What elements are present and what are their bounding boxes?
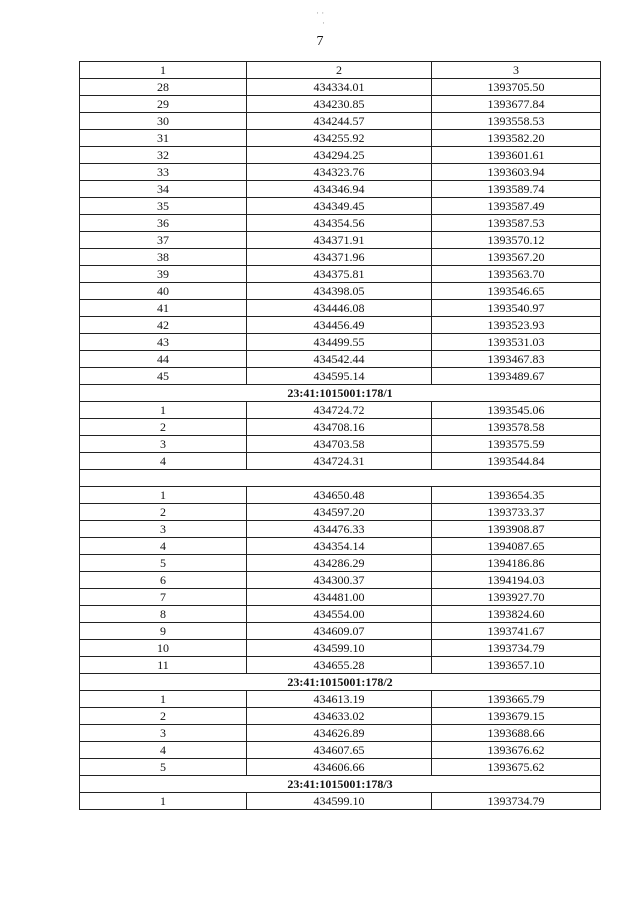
x-coordinate-cell: 434554.00 xyxy=(247,606,432,623)
point-number-cell: 3 xyxy=(80,521,247,538)
x-coordinate-cell: 434708.16 xyxy=(247,419,432,436)
x-coordinate-cell: 434286.29 xyxy=(247,555,432,572)
point-number-cell: 42 xyxy=(80,317,247,334)
table-row xyxy=(80,708,601,725)
point-number-cell: 33 xyxy=(80,164,247,181)
table-row xyxy=(80,759,601,776)
x-coordinate-cell: 434323.76 xyxy=(247,164,432,181)
point-number-cell: 32 xyxy=(80,147,247,164)
x-coordinate-cell: 434597.20 xyxy=(247,504,432,521)
table-row xyxy=(80,232,601,249)
table-row xyxy=(80,368,601,385)
x-coordinate-cell: 434542.44 xyxy=(247,351,432,368)
table-row xyxy=(80,504,601,521)
table-row xyxy=(80,317,601,334)
point-number-cell: 6 xyxy=(80,572,247,589)
table-row xyxy=(80,453,601,470)
x-coordinate-cell: 434499.55 xyxy=(247,334,432,351)
table-row xyxy=(80,572,601,589)
x-coordinate-cell: 434255.92 xyxy=(247,130,432,147)
page-number: 7 xyxy=(316,34,324,49)
point-number-cell: 3 xyxy=(80,436,247,453)
x-coordinate-cell: 434349.45 xyxy=(247,198,432,215)
table-row xyxy=(80,538,601,555)
table-row xyxy=(80,419,601,436)
point-number-cell: 1 xyxy=(80,793,247,810)
y-coordinate-cell: 1393544.84 xyxy=(432,453,601,470)
y-coordinate-cell: 1393523.93 xyxy=(432,317,601,334)
x-coordinate-cell: 434456.49 xyxy=(247,317,432,334)
y-coordinate-cell: 1393540.97 xyxy=(432,300,601,317)
table-row xyxy=(80,79,601,96)
section-label: 23:41:1015001:178/3 xyxy=(80,776,601,793)
x-coordinate-cell: 434354.56 xyxy=(247,215,432,232)
y-coordinate-cell: 1393908.87 xyxy=(432,521,601,538)
x-coordinate-cell: 434481.00 xyxy=(247,589,432,606)
point-number-cell: 41 xyxy=(80,300,247,317)
table-row xyxy=(80,487,601,504)
y-coordinate-cell: 1393705.50 xyxy=(432,79,601,96)
column-header: 3 xyxy=(432,62,601,79)
point-number-cell: 10 xyxy=(80,640,247,657)
section-header-row xyxy=(80,674,601,691)
y-coordinate-cell: 1393531.03 xyxy=(432,334,601,351)
x-coordinate-cell: 434346.94 xyxy=(247,181,432,198)
point-number-cell: 30 xyxy=(80,113,247,130)
y-coordinate-cell: 1393734.79 xyxy=(432,793,601,810)
point-number-cell: 40 xyxy=(80,283,247,300)
table-row xyxy=(80,691,601,708)
y-coordinate-cell: 1393927.70 xyxy=(432,589,601,606)
x-coordinate-cell: 434599.10 xyxy=(247,793,432,810)
y-coordinate-cell: 1394087.65 xyxy=(432,538,601,555)
y-coordinate-cell: 1393734.79 xyxy=(432,640,601,657)
table-row xyxy=(80,793,601,810)
point-number-cell: 36 xyxy=(80,215,247,232)
point-number-cell: 28 xyxy=(80,79,247,96)
point-number-cell: 5 xyxy=(80,555,247,572)
y-coordinate-cell: 1393675.62 xyxy=(432,759,601,776)
table-row xyxy=(80,181,601,198)
x-coordinate-cell: 434334.01 xyxy=(247,79,432,96)
table-row xyxy=(80,198,601,215)
column-header: 1 xyxy=(80,62,247,79)
table-row xyxy=(80,215,601,232)
y-coordinate-cell: 1393563.70 xyxy=(432,266,601,283)
point-number-cell: 11 xyxy=(80,657,247,674)
table-row xyxy=(80,266,601,283)
y-coordinate-cell: 1393558.53 xyxy=(432,113,601,130)
y-coordinate-cell: 1393677.84 xyxy=(432,96,601,113)
y-coordinate-cell: 1393741.67 xyxy=(432,623,601,640)
point-number-cell: 9 xyxy=(80,623,247,640)
table-row xyxy=(80,521,601,538)
x-coordinate-cell: 434599.10 xyxy=(247,640,432,657)
y-coordinate-cell: 1393587.53 xyxy=(432,215,601,232)
section-label: 23:41:1015001:178/1 xyxy=(80,385,601,402)
y-coordinate-cell: 1393570.12 xyxy=(432,232,601,249)
y-coordinate-cell: 1393589.74 xyxy=(432,181,601,198)
scan-speck: · xyxy=(322,18,325,28)
point-number-cell: 31 xyxy=(80,130,247,147)
section-header-row xyxy=(80,385,601,402)
x-coordinate-cell: 434476.33 xyxy=(247,521,432,538)
y-coordinate-cell: 1394194.03 xyxy=(432,572,601,589)
point-number-cell: 2 xyxy=(80,419,247,436)
point-number-cell: 4 xyxy=(80,538,247,555)
table-row xyxy=(80,742,601,759)
section-label: 23:41:1015001:178/2 xyxy=(80,674,601,691)
y-coordinate-cell: 1393824.60 xyxy=(432,606,601,623)
y-coordinate-cell: 1393575.59 xyxy=(432,436,601,453)
table-row xyxy=(80,351,601,368)
table-row xyxy=(80,283,601,300)
table-row xyxy=(80,249,601,266)
point-number-cell: 4 xyxy=(80,453,247,470)
table-row xyxy=(80,300,601,317)
y-coordinate-cell: 1393654.35 xyxy=(432,487,601,504)
y-coordinate-cell: 1393688.66 xyxy=(432,725,601,742)
point-number-cell: 37 xyxy=(80,232,247,249)
scan-speck: · · xyxy=(316,8,325,18)
point-number-cell: 2 xyxy=(80,708,247,725)
table-row xyxy=(80,96,601,113)
table-row xyxy=(80,147,601,164)
y-coordinate-cell: 1393467.83 xyxy=(432,351,601,368)
x-coordinate-cell: 434371.91 xyxy=(247,232,432,249)
point-number-cell: 1 xyxy=(80,691,247,708)
column-header: 2 xyxy=(247,62,432,79)
x-coordinate-cell: 434595.14 xyxy=(247,368,432,385)
x-coordinate-cell: 434607.65 xyxy=(247,742,432,759)
x-coordinate-cell: 434446.08 xyxy=(247,300,432,317)
point-number-cell: 35 xyxy=(80,198,247,215)
table-header-row xyxy=(80,62,601,79)
table-row xyxy=(80,555,601,572)
table-row xyxy=(80,130,601,147)
table-row xyxy=(80,436,601,453)
point-number-cell: 4 xyxy=(80,742,247,759)
table-row xyxy=(80,606,601,623)
point-number-cell: 34 xyxy=(80,181,247,198)
y-coordinate-cell: 1393582.20 xyxy=(432,130,601,147)
x-coordinate-cell: 434606.66 xyxy=(247,759,432,776)
point-number-cell: 43 xyxy=(80,334,247,351)
point-number-cell: 2 xyxy=(80,504,247,521)
table-row xyxy=(80,623,601,640)
x-coordinate-cell: 434375.81 xyxy=(247,266,432,283)
table-row xyxy=(80,334,601,351)
x-coordinate-cell: 434609.07 xyxy=(247,623,432,640)
y-coordinate-cell: 1393603.94 xyxy=(432,164,601,181)
x-coordinate-cell: 434724.72 xyxy=(247,402,432,419)
y-coordinate-cell: 1393657.10 xyxy=(432,657,601,674)
point-number-cell: 8 xyxy=(80,606,247,623)
point-number-cell: 38 xyxy=(80,249,247,266)
point-number-cell: 1 xyxy=(80,487,247,504)
table-row xyxy=(80,113,601,130)
table-row xyxy=(80,640,601,657)
table-row xyxy=(80,402,601,419)
y-coordinate-cell: 1393601.61 xyxy=(432,147,601,164)
y-coordinate-cell: 1393489.67 xyxy=(432,368,601,385)
point-number-cell: 39 xyxy=(80,266,247,283)
section-header-row xyxy=(80,776,601,793)
y-coordinate-cell: 1393733.37 xyxy=(432,504,601,521)
x-coordinate-cell: 434655.28 xyxy=(247,657,432,674)
table-row xyxy=(80,164,601,181)
table-row xyxy=(80,589,601,606)
point-number-cell: 7 xyxy=(80,589,247,606)
x-coordinate-cell: 434354.14 xyxy=(247,538,432,555)
x-coordinate-cell: 434294.25 xyxy=(247,147,432,164)
y-coordinate-cell: 1393665.79 xyxy=(432,691,601,708)
point-number-cell: 5 xyxy=(80,759,247,776)
section-header-row xyxy=(80,470,601,487)
x-coordinate-cell: 434300.37 xyxy=(247,572,432,589)
y-coordinate-cell: 1393676.62 xyxy=(432,742,601,759)
y-coordinate-cell: 1393545.06 xyxy=(432,402,601,419)
y-coordinate-cell: 1393546.65 xyxy=(432,283,601,300)
y-coordinate-cell: 1393567.20 xyxy=(432,249,601,266)
x-coordinate-cell: 434613.19 xyxy=(247,691,432,708)
table-body xyxy=(80,79,601,810)
x-coordinate-cell: 434703.58 xyxy=(247,436,432,453)
point-number-cell: 1 xyxy=(80,402,247,419)
y-coordinate-cell: 1394186.86 xyxy=(432,555,601,572)
x-coordinate-cell: 434371.96 xyxy=(247,249,432,266)
y-coordinate-cell: 1393679.15 xyxy=(432,708,601,725)
x-coordinate-cell: 434633.02 xyxy=(247,708,432,725)
x-coordinate-cell: 434626.89 xyxy=(247,725,432,742)
section-label xyxy=(80,470,601,487)
point-number-cell: 45 xyxy=(80,368,247,385)
x-coordinate-cell: 434398.05 xyxy=(247,283,432,300)
x-coordinate-cell: 434724.31 xyxy=(247,453,432,470)
x-coordinate-cell: 434244.57 xyxy=(247,113,432,130)
table-row xyxy=(80,725,601,742)
point-number-cell: 44 xyxy=(80,351,247,368)
point-number-cell: 3 xyxy=(80,725,247,742)
y-coordinate-cell: 1393587.49 xyxy=(432,198,601,215)
coordinates-table xyxy=(79,61,601,810)
point-number-cell: 29 xyxy=(80,96,247,113)
x-coordinate-cell: 434230.85 xyxy=(247,96,432,113)
table-row xyxy=(80,657,601,674)
y-coordinate-cell: 1393578.58 xyxy=(432,419,601,436)
x-coordinate-cell: 434650.48 xyxy=(247,487,432,504)
